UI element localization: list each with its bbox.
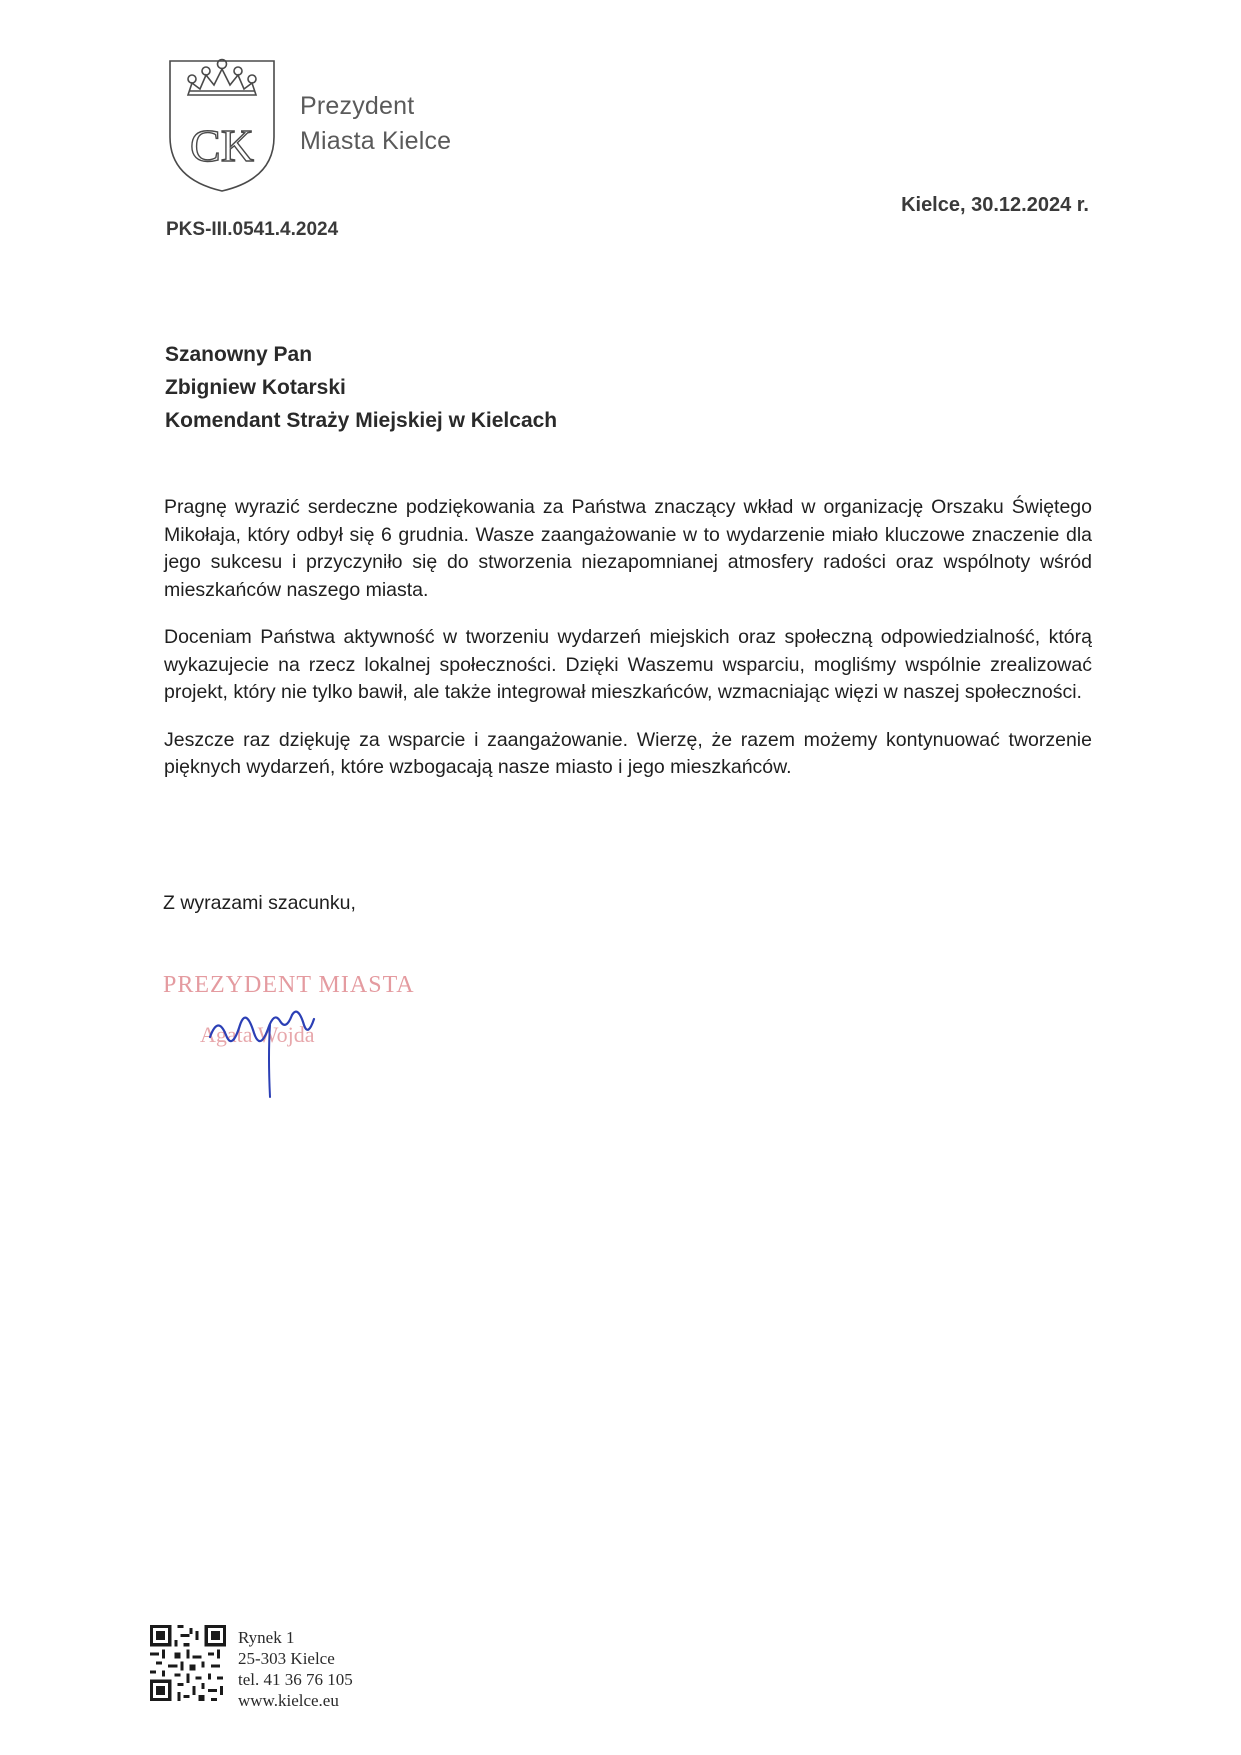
city-crest-logo [166, 55, 278, 195]
issuer-title: Prezydent [300, 92, 415, 120]
official-stamp-title: PREZYDENT MIASTA [163, 972, 415, 998]
letter-body [164, 494, 1092, 802]
footer-street: Rynek 1 [238, 1628, 295, 1647]
body-paragraph: Doceniam Państwa aktywność w tworzeniu wydarzeń miejskich oraz społeczną odpowiedzialność, którą wykazujecie na rzecz lokalnej społeczności. Dzięki Waszemu wsparciu, mogliśmy wspólnie zrealizować projekt, który nie tylko bawił, ale także integrował mieszkańców, wzmacniając więzi w naszej społeczności. [164, 626, 1092, 703]
reference-number: PKS-III.0541.4.2024 [166, 219, 339, 240]
letter-date: Kielce, 30.12.2024 r. [901, 194, 1089, 216]
footer-phone: tel. 41 36 76 105 [238, 1670, 353, 1689]
recipient-name: Zbigniew Kotarski [165, 376, 346, 399]
crest-letters: CK [190, 120, 254, 171]
footer-website[interactable]: www.kielce.eu [238, 1691, 339, 1710]
closing-phrase: Z wyrazami szacunku, [163, 892, 356, 914]
recipient-title: Komendant Straży Miejskiej w Kielcach [165, 409, 558, 432]
official-stamp-name: Agata Wojda [200, 1022, 315, 1047]
issuer-city: Miasta Kielce [300, 127, 452, 155]
qr-code [150, 1625, 226, 1701]
body-paragraph: Jeszcze raz dziękuję za wsparcie i zaangażowanie. Wierzę, że razem możemy kontynuować tworzenie pięknych wydarzeń, które wzbogacają nasze miasto i jego mieszkańców. [164, 728, 1092, 778]
footer-postal-city: 25-303 Kielce [238, 1649, 335, 1668]
footer-address [238, 1627, 353, 1711]
handwritten-signature [200, 985, 350, 1105]
body-paragraph: Pragnę wyrazić serdeczne podziękowania za Państwa znaczący wkład w organizację Orszaku Świętego Mikołaja, który odbył się 6 grudnia. Wasze zaangażowanie w to wydarzenie miało kluczowe znaczenie dla jego sukcesu i przyczyniło się do stworzenia niezapomnianej atmosfery radości oraz wspólnoty wśród mieszkańców naszego miasta. [164, 496, 1092, 601]
recipient-salutation: Szanowny Pan [165, 343, 313, 366]
